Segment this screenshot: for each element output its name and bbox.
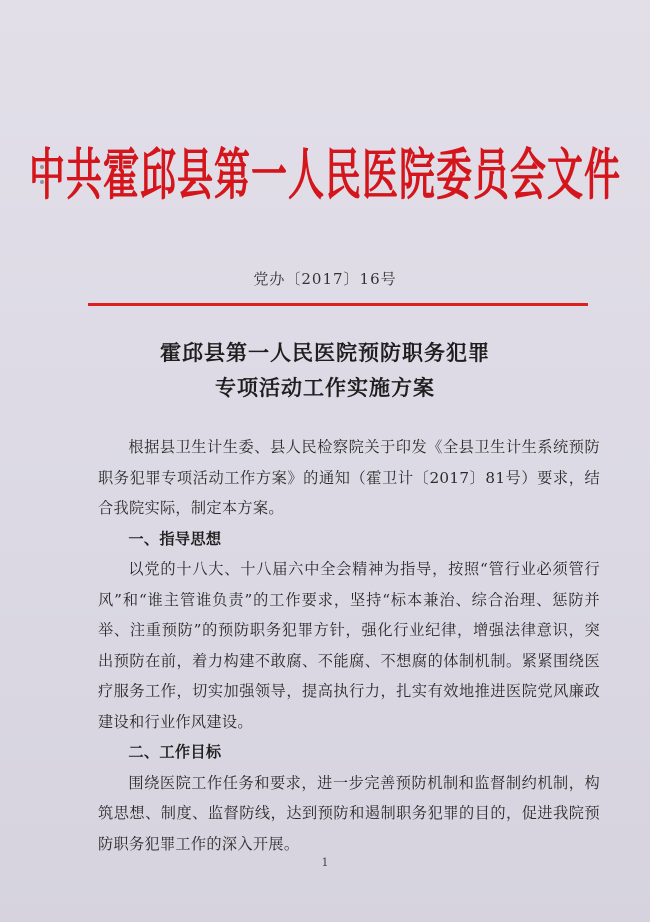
section2-paragraph: 围绕医院工作任务和要求，进一步完善预防机制和监督制约机制，构筑思想、制度、监督防线，达到预防和遏制职务犯罪的目的，促进我院预防职务犯罪工作的深入开展。 xyxy=(98,773,600,853)
section1-heading: 一、指导思想 xyxy=(128,529,222,548)
section1-paragraph: 以党的十八大、十八届六中全会精神为指导，按照“管行业必须管行风”和“谁主管谁负责”的工作要求，坚持“标本兼治、综合治理、惩防并举、注重预防”的预防职务犯罪方针，强化行业纪律，增强法律意识，突出预防在前，着力构建不敢腐、不能腐、不想腐的体制机制。紧紧围绕医疗服务工作，切实加强领导，提高执行力，扎实有效地推进医院党风廉政建设和行业作风建设。 xyxy=(98,560,600,731)
document-title-line1: 霍邱县第一人民医院预防职务犯罪 xyxy=(160,341,490,365)
red-header-title: 中共霍邱县第一人民医院委员会文件 xyxy=(28,142,621,208)
section2-heading: 二、工作目标 xyxy=(128,743,222,761)
document-title-line2: 专项活动工作实施方案 xyxy=(215,376,435,400)
red-separator-line xyxy=(88,303,588,306)
page-number: 1 xyxy=(321,856,329,869)
document-body xyxy=(98,432,600,859)
document-number: 党办〔2017〕16号 xyxy=(253,270,397,288)
intro-paragraph: 根据县卫生计生委、县人民检察院关于印发《全县卫生计生系统预防职务犯罪专项活动工作方案》的通知（霍卫计〔2017〕81号）要求，结合我院实际，制定本方案。 xyxy=(98,438,600,517)
